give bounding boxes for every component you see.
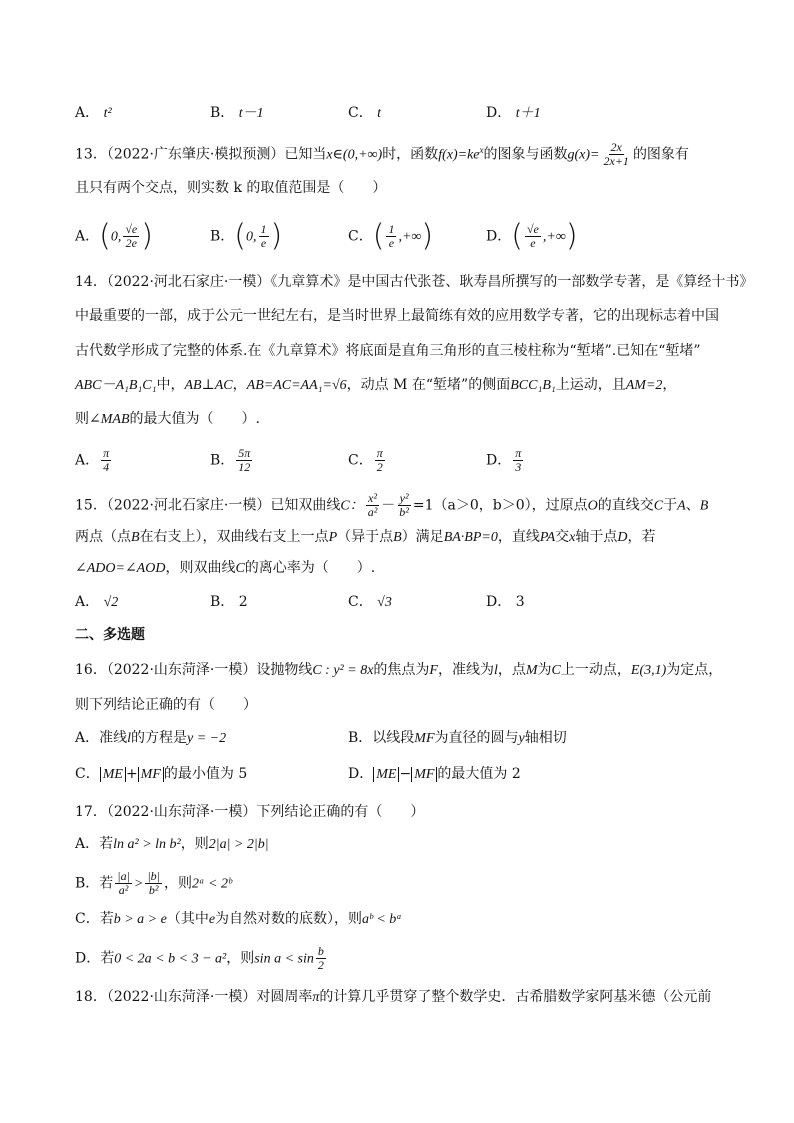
q12-option-a: A． t²: [75, 105, 112, 121]
q15-option-c: C． √3: [348, 594, 392, 610]
q15-option-a: A． √2: [75, 594, 119, 610]
q15-line2: 两点（点B在右支上），双曲线右支上一点P（异于点B）满足BA·BP=0，直线PA交x轴于点D，若: [75, 529, 656, 545]
q17-option-d: D．若0 < 2a < b < 3 − a²，则sin a < sin $\frac{b}{2}$: [75, 944, 324, 972]
q14-option-c: C． $\frac{\pi}{2}$: [348, 446, 383, 474]
q13-option-a: A．(0, $\frac{√e}{2e}$ ): [75, 218, 153, 254]
q13-option-b: B．(0, $\frac{1}{e}$ ): [210, 218, 283, 254]
q17-option-b: B．若 $\frac{|a|}{\text{a²}}$ > $\frac{|b|}{\text{b²}}$ ，则2ᵃ < 2ᵇ: [75, 869, 232, 897]
q16-option-c: C． ME + MF 的最小值为 5: [75, 766, 248, 782]
q14-option-a: A． $\frac{\pi}{4}$: [75, 446, 110, 474]
q15-line3: ∠ADO=∠AOD，则双曲线C的离心率为（ ）.: [75, 560, 376, 576]
q13-line2: 且只有两个交点，则实数 k 的取值范围是（ ）: [75, 180, 387, 196]
q13-option-d: D．( $\frac{√e}{e}$ ,+∞): [486, 218, 578, 254]
q18-line1: 18．（2022·山东菏泽·一模）对圆周率π的计算几乎贯穿了整个数学史．古希腊数学家阿基米德（公元前: [75, 989, 712, 1005]
q14-option-d: D． $\frac{\pi}{3}$: [486, 446, 522, 474]
q13-option-c: C．( $\frac{1}{e}$ ,+∞): [348, 218, 434, 254]
q14-line4: ABC－A₁B₁C₁中，AB⊥AC，AB=AC=AA₁=√6，动点 M 在“堑堵”的侧面BCC₁B₁上运动，且AM=2，: [75, 377, 677, 393]
q17-option-c: C．若b > a > e（其中e为自然对数的底数），则aᵇ < bᵃ: [75, 911, 402, 927]
q14-line3: 古代数学形成了完整的体系.在《九章算术》将底面是直角三角形的直三棱柱称为“堑堵”.已知在“堑堵”: [75, 343, 701, 359]
q15-option-b: B． 2: [210, 594, 248, 610]
q17-option-a: A．若ln a² > ln b²，则2|a| > 2|b|: [75, 836, 269, 852]
q16-line1: 16．（2022·山东菏泽·一模）设抛物线C : y² = 8x的焦点为F，准线为l，点M为C上一动点，E(3,1)为定点，: [75, 662, 723, 678]
q14-line5: 则∠MAB的最大值为（ ）.: [75, 411, 260, 427]
q17-line1: 17．（2022·山东菏泽·一模）下列结论正确的有（ ）: [75, 804, 425, 820]
q16-option-a: A．准线l的方程是y = −2: [75, 730, 227, 746]
q12-option-c: C． t: [348, 105, 382, 121]
q14-line2: 中最重要的一部，成于公元一世纪左右，是当时世界上最简练有效的应用数学专著，它的出现标志着中国: [75, 308, 719, 324]
q14-option-b: B． $\frac{5\pi}{12}$: [210, 446, 251, 474]
q12-option-d: D． t＋1: [486, 105, 541, 121]
section-heading-multiple-choice: 二、多选题: [75, 627, 145, 643]
q12-option-b: B． t－1: [210, 105, 264, 121]
q16-option-b: B．以线段MF为直径的圆与y轴相切: [348, 730, 567, 746]
q15-line1: 15．（2022·河北石家庄·一模）已知双曲线C： $\frac{\text{x²}}{\text{a²}}$ － $\frac{\text{y²}}{\text{b²}}$ =1（a＞0，b＞0），过原点O的直线交C于A、B: [75, 491, 709, 519]
q16-option-d: D． ME − MF 的最大值为 2: [348, 766, 521, 782]
q14-line1: 14．（2022·河北石家庄·一模）《九章算术》是中国古代张苍、耿寿昌所撰写的一部数学专著，是《算经十书》: [75, 274, 754, 290]
q13-line1: 13．（2022·广东肇庆·模拟预测）已知当x∈(0,+∞)时，函数$f(x)=ke^x$的图象与函数g(x)= $\frac{2x}{2x+1}$ 的图象有: [75, 140, 689, 169]
q16-line2: 则下列结论正确的有（ ）: [75, 697, 257, 713]
q15-option-d: D． 3: [486, 594, 525, 610]
